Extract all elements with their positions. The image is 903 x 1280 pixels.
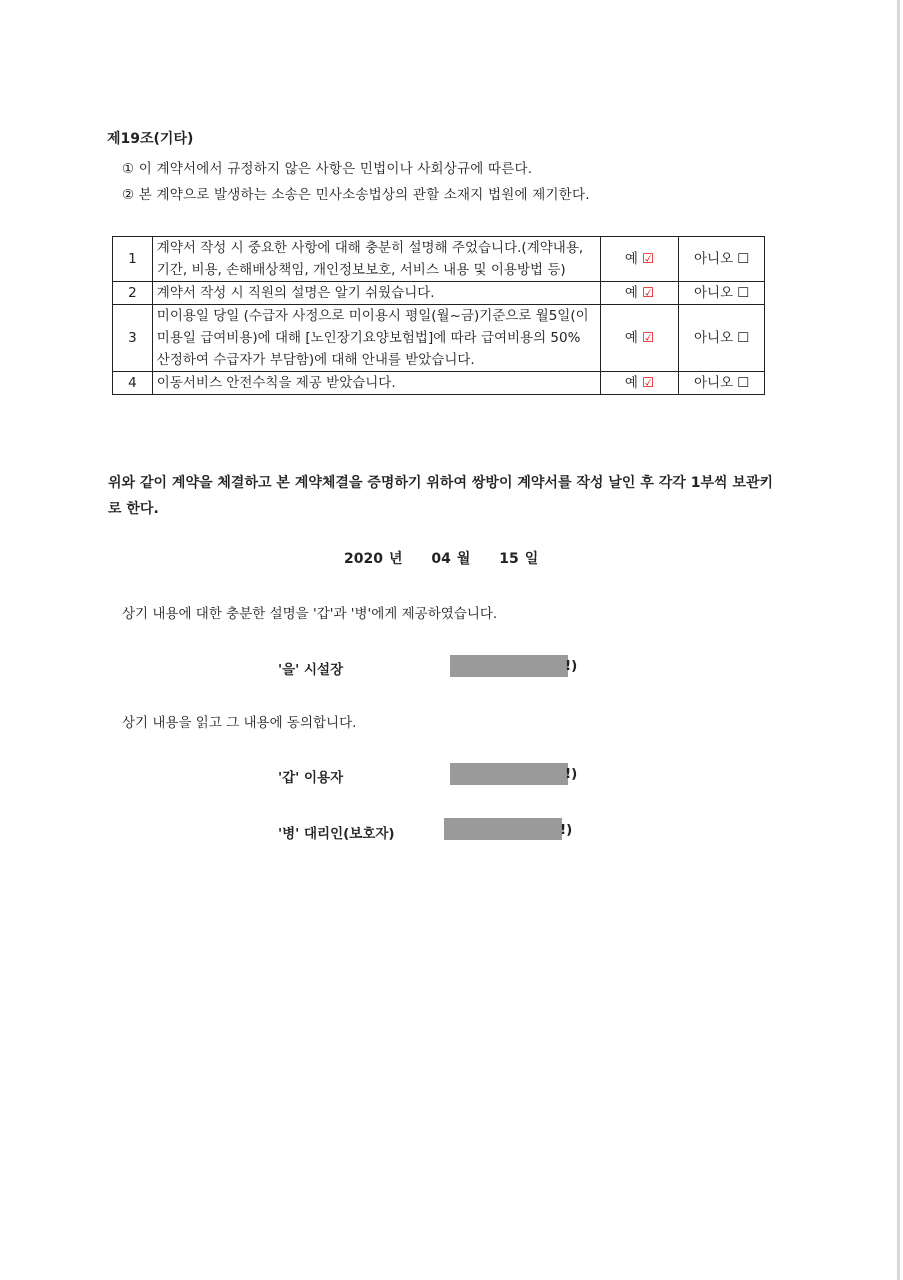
date-month-unit: 월 xyxy=(456,551,471,567)
row-number: 1 xyxy=(113,237,153,282)
date-year-unit: 년 xyxy=(388,551,403,567)
confirmation-checklist xyxy=(112,236,765,395)
yes-option[interactable] xyxy=(600,305,679,372)
guardian-signature-label: '병' 대리인(보호자) xyxy=(278,826,395,842)
checklist-row xyxy=(113,282,765,305)
row-text: 미이용일 당일 (수급자 사정으로 미이용시 평일(월~금)기준으로 월5일(이미용일 급여비용)에 대해 [노인장기요양보험법]에 따라 급여비용의 50% 산정하여 수급자가 부담함)에 대해 안내를 받았습니다. xyxy=(152,305,600,372)
contract-date xyxy=(344,548,544,568)
yes-option[interactable] xyxy=(600,237,679,282)
yes-label: 예 xyxy=(624,251,638,267)
row-number: 4 xyxy=(113,372,153,395)
unchecked-box-icon[interactable]: ☐ xyxy=(737,330,750,346)
no-label: 아니오 xyxy=(694,285,734,301)
checklist-row xyxy=(113,237,765,282)
date-month: 04 xyxy=(431,551,451,567)
explanation-note: 상기 내용에 대한 충분한 설명을 '갑'과 '병'에게 제공하였습니다. xyxy=(122,606,498,622)
no-option[interactable] xyxy=(679,372,765,395)
redacted-signature xyxy=(450,763,568,785)
checked-box-icon[interactable]: ☑ xyxy=(641,330,655,346)
yes-label: 예 xyxy=(624,330,638,346)
no-label: 아니오 xyxy=(694,375,734,391)
clause-2: ② 본 계약으로 발생하는 소송은 민사소송법상의 관할 소재지 법원에 제기한다. xyxy=(122,187,590,203)
no-label: 아니오 xyxy=(694,251,734,267)
yes-option[interactable] xyxy=(600,372,679,395)
facility-signature-label: '을' 시설장 xyxy=(278,662,344,678)
unchecked-box-icon[interactable]: ☐ xyxy=(737,285,750,301)
redacted-signature xyxy=(444,818,562,840)
yes-label: 예 xyxy=(624,285,638,301)
unchecked-box-icon[interactable]: ☐ xyxy=(737,375,750,391)
checked-box-icon[interactable]: ☑ xyxy=(641,375,655,391)
row-text: 이동서비스 안전수칙을 제공 받았습니다. xyxy=(152,372,600,395)
yes-label: 예 xyxy=(624,375,638,391)
date-day-unit: 일 xyxy=(524,551,539,567)
no-option[interactable] xyxy=(679,282,765,305)
no-option[interactable] xyxy=(679,237,765,282)
checked-box-icon[interactable]: ☑ xyxy=(641,285,655,301)
checked-box-icon[interactable]: ☑ xyxy=(641,251,655,267)
unchecked-box-icon[interactable]: ☐ xyxy=(737,251,750,267)
article-title: 제19조(기타) xyxy=(107,131,194,147)
row-number: 3 xyxy=(113,305,153,372)
checklist-row xyxy=(113,372,765,395)
signature-close: !) xyxy=(565,766,578,782)
yes-option[interactable] xyxy=(600,282,679,305)
row-text: 계약서 작성 시 중요한 사항에 대해 충분히 설명해 주었습니다.(계약내용, 기간, 비용, 손해배상책임, 개인정보보호, 서비스 내용 및 이용방법 등) xyxy=(152,237,600,282)
row-number: 2 xyxy=(113,282,153,305)
no-option[interactable] xyxy=(679,305,765,372)
signature-close: !) xyxy=(560,822,573,838)
row-text: 계약서 작성 시 직원의 설명은 알기 쉬웠습니다. xyxy=(152,282,600,305)
redacted-signature xyxy=(450,655,568,677)
agreement-note: 상기 내용을 읽고 그 내용에 동의합니다. xyxy=(122,715,357,731)
clause-1: ① 이 계약서에서 규정하지 않은 사항은 민법이나 사회상규에 따른다. xyxy=(122,161,533,177)
agreement-statement: 위와 같이 계약을 체결하고 본 계약체결을 증명하기 위하여 쌍방이 계약서를 작성 날인 후 각각 1부씩 보관키로 한다. xyxy=(108,475,773,517)
date-year: 2020 xyxy=(344,551,383,567)
no-label: 아니오 xyxy=(694,330,734,346)
checklist-row xyxy=(113,305,765,372)
signature-close: !) xyxy=(565,658,578,674)
date-day: 15 xyxy=(499,551,519,567)
user-signature-label: '갑' 이용자 xyxy=(278,770,344,786)
